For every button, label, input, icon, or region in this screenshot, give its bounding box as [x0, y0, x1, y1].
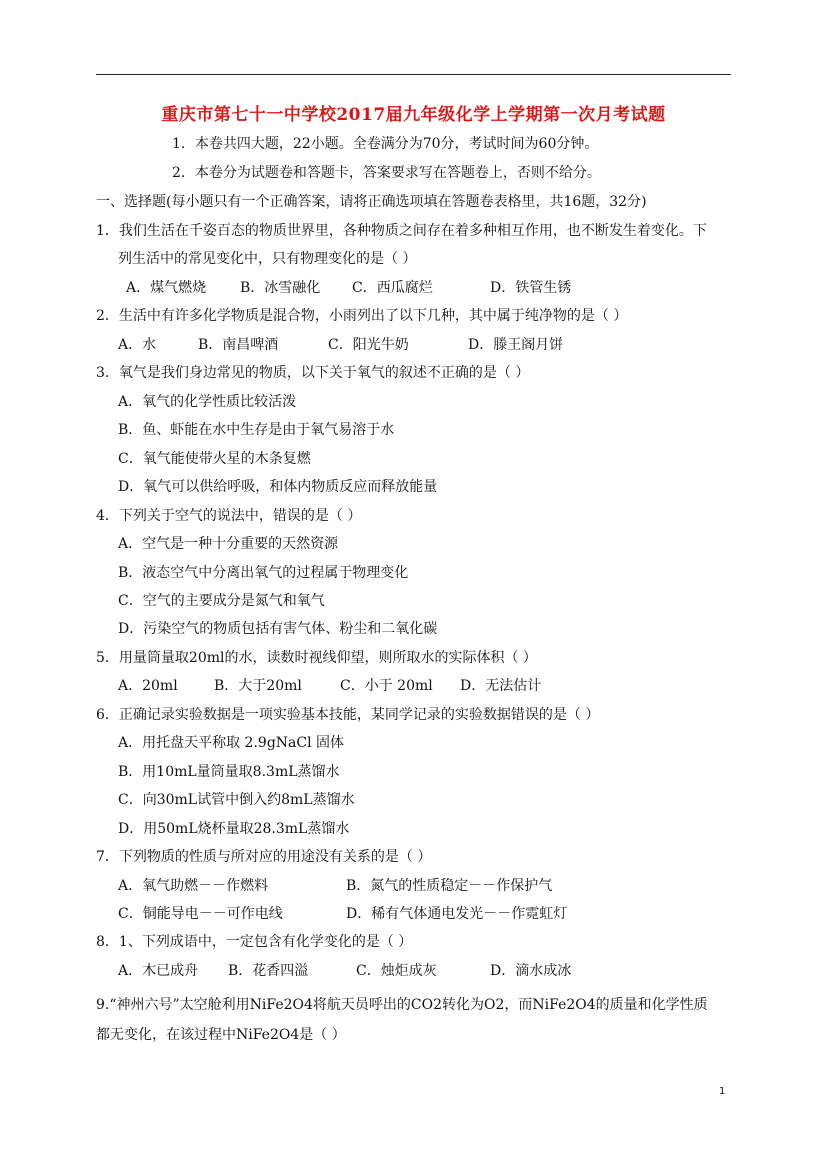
question-8-option-c: C．烛炬成灰 — [356, 963, 437, 979]
question-7-stem: 7．下列物质的性质与所对应的用途没有关系的是（ ） — [96, 849, 432, 865]
question-4-option-b: B．液态空气中分离出氧气的过程属于物理变化 — [118, 565, 409, 581]
question-8-option-b: B．花香四溢 — [228, 963, 309, 979]
header-rule — [96, 74, 731, 75]
section-heading: 一、选择题(每小题只有一个正确答案，请将正确选项填在答题卷表格里，共16题，32分) — [96, 194, 647, 210]
question-1-option-d: D．铁管生锈 — [490, 280, 572, 296]
question-1-option-b: B．冰雪融化 — [240, 280, 321, 296]
question-7-option-b: B．氮气的性质稳定－－作保护气 — [346, 878, 553, 894]
note-1: 1．本卷共四大题，22小题。全卷满分为70分，考试时间为60分钟。 — [172, 136, 599, 152]
question-5-option-d: D．无法估计 — [460, 678, 542, 694]
question-6-option-d: D．用50mL烧杯量取28.3mL蒸馏水 — [118, 821, 350, 837]
question-7-option-a: A．氧气助燃－－作燃料 — [118, 878, 269, 894]
question-1-option-c: C．西瓜腐烂 — [352, 280, 433, 296]
question-8-stem: 8．1、下列成语中，一定包含有化学变化的是（ ） — [96, 934, 413, 950]
question-2-option-b: B．南昌啤酒 — [198, 337, 279, 353]
question-2-option-c: C．阳光牛奶 — [328, 337, 409, 353]
question-5-option-c: C．小于 20ml — [340, 678, 433, 694]
question-3-stem: 3．氧气是我们身边常见的物质，以下关于氧气的叙述不正确的是（ ） — [96, 365, 530, 381]
question-9-stem: 9.“神州六号”太空舱利用NiFe2O4将航天员呼出的CO2转化为O2，而NiFe2O4的质量和化学性质 — [96, 997, 708, 1013]
exam-title: 重庆市第七十一中学校2017届九年级化学上学期第一次月考试题 — [161, 105, 666, 125]
question-8-option-d: D．滴水成冰 — [490, 963, 572, 979]
question-5-option-a: A．20ml — [118, 678, 178, 694]
question-6-option-a: A．用托盘天平称取 2.9gNaCl 固体 — [118, 735, 345, 751]
note-2: 2．本卷分为试题卷和答题卡，答案要求写在答题卷上，否则不给分。 — [172, 165, 601, 181]
question-4-option-d: D．污染空气的物质包括有害气体、粉尘和二氧化碳 — [118, 621, 438, 637]
question-4-option-c: C．空气的主要成分是氮气和氧气 — [118, 593, 325, 609]
question-4-stem: 4．下列关于空气的说法中，错误的是（ ） — [96, 508, 362, 524]
question-1-stem-cont: 列生活中的常见变化中，只有物理变化的是（ ） — [118, 251, 417, 267]
question-6-option-c: C．向30mL试管中倒入约8mL蒸馏水 — [118, 792, 355, 808]
question-5-stem: 5．用量筒量取20ml的水，读数时视线仰望，则所取水的实际体积（ ） — [96, 650, 537, 666]
question-2-option-a: A．水 — [118, 337, 157, 353]
question-3-option-c: C．氧气能使带火星的木条复燃 — [118, 451, 311, 467]
question-2-option-d: D．滕王阁月饼 — [468, 337, 564, 353]
question-1-stem: 1．我们生活在千姿百态的物质世界里，各种物质之间存在着多种相互作用，也不断发生着变化。下 — [96, 223, 707, 239]
question-6-option-b: B．用10mL量筒量取8.3mL蒸馏水 — [118, 764, 340, 780]
question-3-option-a: A．氧气的化学性质比较活泼 — [118, 394, 297, 410]
question-6-stem: 6．正确记录实验数据是一项实验基本技能，某同学记录的实验数据错误的是（ ） — [96, 707, 600, 723]
question-3-option-d: D．氧气可以供给呼吸，和体内物质反应而释放能量 — [118, 479, 438, 495]
question-3-option-b: B．鱼、虾能在水中生存是由于氧气易溶于水 — [118, 422, 395, 438]
question-9-stem-cont: 都无变化，在该过程中NiFe2O4是（ ） — [96, 1027, 346, 1043]
question-5-option-b: B．大于20ml — [214, 678, 302, 694]
question-1-option-a: A．煤气燃烧 — [126, 280, 207, 296]
question-7-option-d: D．稀有气体通电发光－－作霓虹灯 — [346, 906, 568, 922]
question-7-option-c: C．铜能导电－－可作电线 — [118, 906, 283, 922]
question-2-stem: 2．生活中有许多化学物质是混合物，小雨列出了以下几种，其中属于纯净物的是（ ） — [96, 308, 628, 324]
page-number: 1 — [719, 1086, 726, 1097]
question-4-option-a: A．空气是一种十分重要的天然资源 — [118, 536, 339, 552]
question-8-option-a: A．木已成舟 — [118, 963, 199, 979]
